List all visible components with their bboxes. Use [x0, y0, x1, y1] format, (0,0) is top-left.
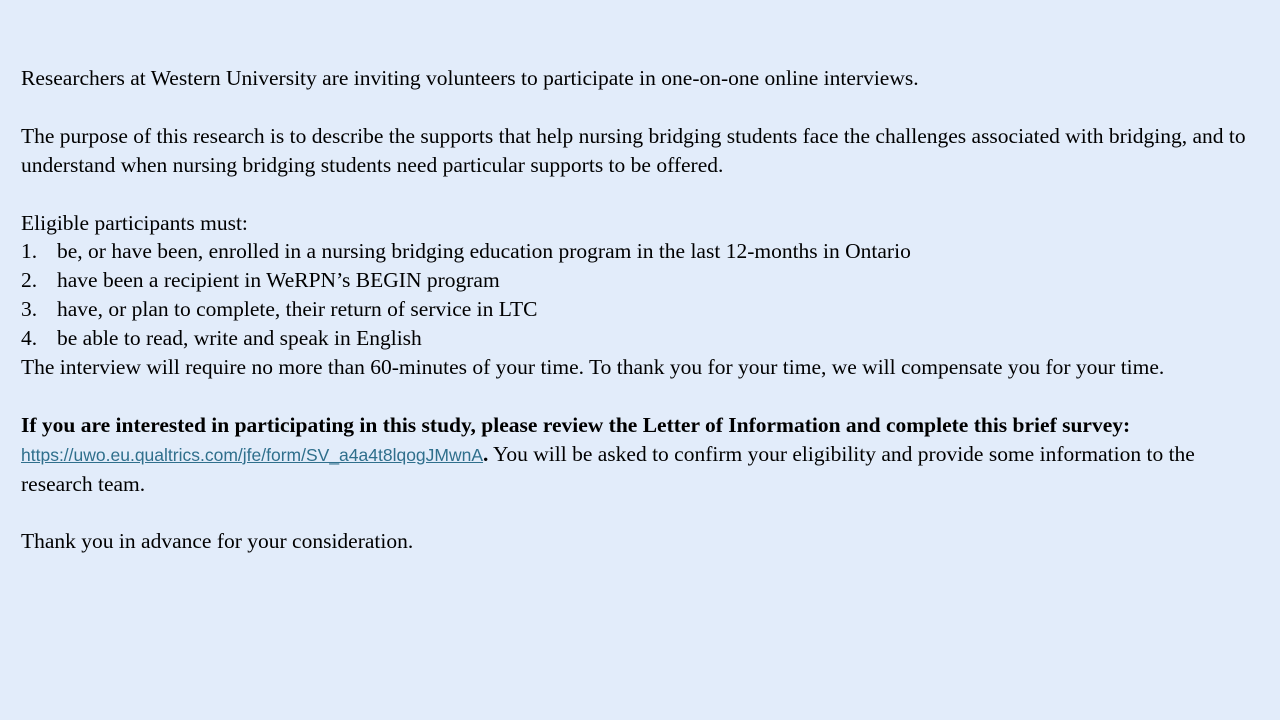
- list-item-number: 4.: [21, 326, 38, 351]
- eligibility-list: [21, 237, 1266, 353]
- spacer: [21, 93, 1266, 122]
- list-item-number: 2.: [21, 268, 38, 293]
- list-item-text: be, or have been, enrolled in a nursing bridging education program in the last 12-months in Ontario: [57, 239, 911, 264]
- spacer: [21, 499, 1266, 528]
- purpose-paragraph: The purpose of this research is to describe the supports that help nursing bridging students face the challenges associated with bridging, and to understand when nursing bridging students need particular supports to be offered.: [21, 123, 1246, 177]
- spacer: [21, 180, 1266, 209]
- call-to-action-bold-text: If you are interested in participating in this study, please review the Letter of Information and complete this brief survey:: [21, 412, 1131, 437]
- list-item-text: be able to read, write and speak in English: [57, 326, 422, 351]
- compensation-paragraph: The interview will require no more than 60-minutes of your time. To thank you for your time, we will compensate you for your time.: [21, 355, 1165, 380]
- recruitment-notice: [21, 64, 1266, 556]
- closing-paragraph: Thank you in advance for your consideration.: [21, 529, 414, 554]
- list-item-text: have been a recipient in WeRPN’s BEGIN program: [57, 268, 500, 293]
- list-item: [21, 266, 1266, 295]
- intro-paragraph: Researchers at Western University are inviting volunteers to participate in one-on-one online interviews.: [21, 66, 919, 90]
- list-item-text: have, or plan to complete, their return of service in LTC: [57, 297, 538, 322]
- list-item-number: 3.: [21, 297, 38, 322]
- spacer: [21, 382, 1266, 411]
- list-item: [21, 295, 1266, 324]
- call-to-action-period: .: [483, 441, 489, 466]
- eligibility-heading: Eligible participants must:: [21, 210, 248, 235]
- list-item: [21, 237, 1266, 266]
- call-to-action-followup-text: You will be asked to confirm your eligibility and provide some information to the research team.: [21, 441, 1195, 496]
- survey-link[interactable]: https://uwo.eu.qualtrics.com/jfe/form/SV_a4a4t8lqogJMwnA: [21, 444, 484, 465]
- list-item-number: 1.: [21, 239, 38, 264]
- list-item: [21, 324, 1266, 353]
- call-to-action-paragraph: [21, 411, 1266, 499]
